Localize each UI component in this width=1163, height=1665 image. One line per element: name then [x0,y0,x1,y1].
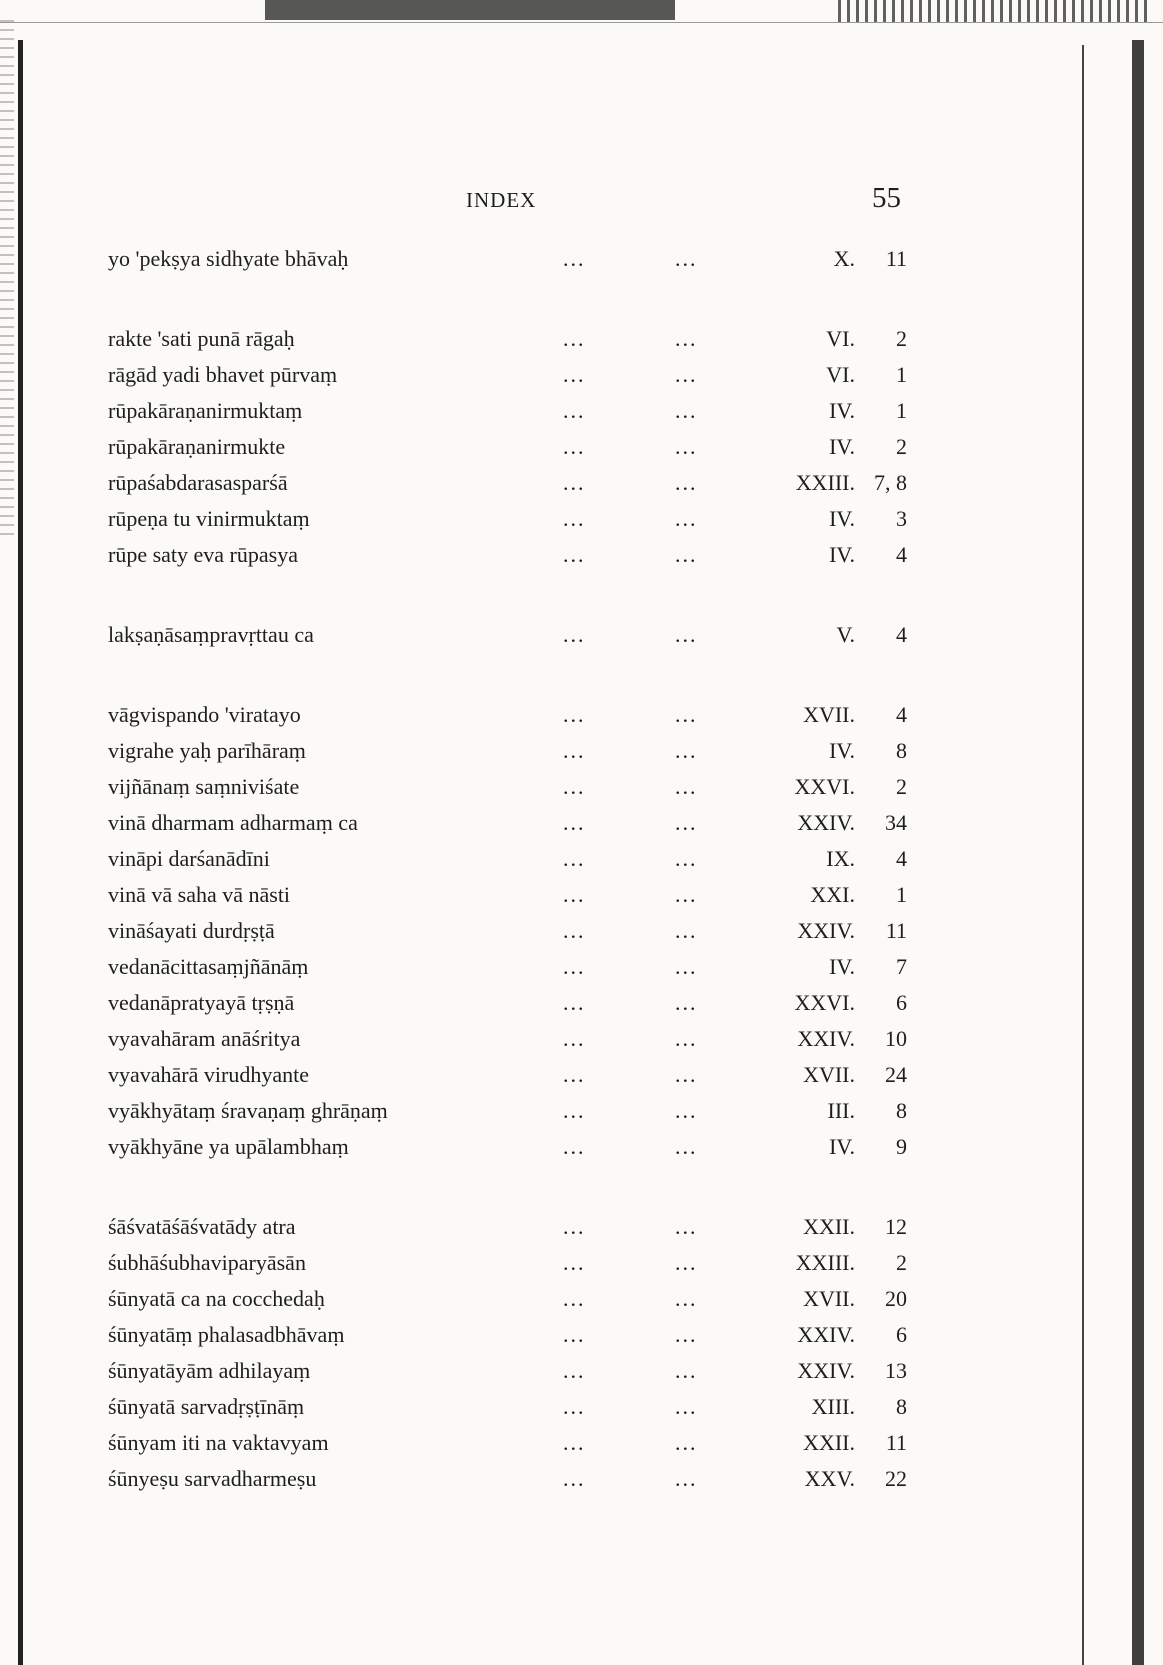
leader-dots: ... [563,1466,586,1491]
entry-verse: 7, 8 [874,470,907,495]
entry-term: vinā dharmam adharmaṃ ca [108,810,358,835]
leader-dots: ... [563,1214,586,1239]
index-entry [0,880,1163,916]
entry-verse: 1 [896,362,907,387]
leader-dots: ... [563,1250,586,1275]
entry-chapter: XXII. [803,1430,855,1455]
index-entry [0,1024,1163,1060]
entry-term: rāgād yadi bhavet pūrvaṃ [108,362,338,387]
entry-chapter: IV. [829,954,855,979]
leader-dots: ... [563,990,586,1015]
index-entry [0,952,1163,988]
index-entry [0,324,1163,360]
leader-dots: ... [563,1430,586,1455]
leader-dots: ... [563,1286,586,1311]
entry-verse: 12 [885,1214,907,1239]
leader-dots: ... [675,398,698,423]
entry-chapter: XVII. [803,1062,855,1087]
index-entry [0,772,1163,808]
entry-verse: 6 [896,990,907,1015]
entry-chapter: X. [833,246,855,271]
entry-chapter: XXIV. [797,918,855,943]
entry-term: vināśayati durdṛṣṭā [108,918,275,943]
leader-dots: ... [675,1358,698,1383]
index-entry [0,540,1163,576]
leader-dots: ... [675,954,698,979]
entry-term: lakṣaṇāsaṃpravṛttau ca [108,622,314,647]
index-entry [0,700,1163,736]
leader-dots: ... [563,506,586,531]
index-entry [0,1464,1163,1500]
entry-chapter: VI. [826,326,855,351]
entry-verse: 11 [885,246,907,271]
scan-band [838,0,1148,22]
index-entry [0,1284,1163,1320]
entry-verse: 4 [896,702,907,727]
entry-chapter: IV. [829,398,855,423]
leader-dots: ... [675,1286,698,1311]
entry-verse: 2 [896,326,907,351]
leader-dots: ... [675,506,698,531]
entry-verse: 10 [885,1026,907,1051]
index-entry [0,504,1163,540]
entry-term: vyavahārā virudhyante [108,1062,309,1087]
running-header [0,182,1163,222]
entry-chapter: IV. [829,434,855,459]
index-entry [0,1320,1163,1356]
leader-dots: ... [675,1466,698,1491]
entry-verse: 20 [885,1286,907,1311]
index-group [0,1212,1163,1500]
index-entry [0,1132,1163,1168]
index-entry [0,916,1163,952]
leader-dots: ... [675,918,698,943]
entry-chapter: IV. [829,542,855,567]
entry-verse: 2 [896,774,907,799]
entry-chapter: XXIV. [797,810,855,835]
entry-verse: 11 [885,918,907,943]
leader-dots: ... [563,362,586,387]
leader-dots: ... [675,1026,698,1051]
entry-verse: 13 [885,1358,907,1383]
entry-verse: 24 [885,1062,907,1087]
leader-dots: ... [675,882,698,907]
leader-dots: ... [675,846,698,871]
entry-term: vigrahe yaḥ parīhāraṃ [108,738,306,763]
leader-dots: ... [675,1214,698,1239]
scan-band [265,0,675,20]
leader-dots: ... [563,738,586,763]
leader-dots: ... [563,1134,586,1159]
entry-chapter: XXIV. [797,1322,855,1347]
leader-dots: ... [675,1430,698,1455]
entry-term: śūnyam iti na vaktavyam [108,1430,329,1455]
leader-dots: ... [563,1322,586,1347]
index-entry [0,1060,1163,1096]
leader-dots: ... [563,846,586,871]
leader-dots: ... [563,246,586,271]
entry-verse: 6 [896,1322,907,1347]
entry-chapter: IV. [829,738,855,763]
leader-dots: ... [675,1322,698,1347]
leader-dots: ... [675,990,698,1015]
leader-dots: ... [675,1098,698,1123]
entry-chapter: III. [827,1098,855,1123]
index-list [0,244,1163,1544]
index-entry [0,1248,1163,1284]
index-entry [0,244,1163,280]
entry-verse: 4 [896,846,907,871]
entry-term: rūpeṇa tu vinirmuktaṃ [108,506,310,531]
leader-dots: ... [563,1098,586,1123]
leader-dots: ... [563,918,586,943]
entry-chapter: XVII. [803,1286,855,1311]
index-entry [0,468,1163,504]
entry-chapter: XXVI. [794,990,855,1015]
index-entry [0,396,1163,432]
entry-verse: 8 [896,1098,907,1123]
leader-dots: ... [563,622,586,647]
index-entry [0,1428,1163,1464]
entry-term: rakte 'sati punā rāgaḥ [108,326,295,351]
leader-dots: ... [675,470,698,495]
entry-term: vyākhyātaṃ śravaṇaṃ ghrāṇaṃ [108,1098,388,1123]
entry-chapter: XXIV. [797,1358,855,1383]
entry-term: śūnyatāṃ phalasadbhāvaṃ [108,1322,345,1347]
leader-dots: ... [675,702,698,727]
entry-term: śūnyeṣu sarvadharmeṣu [108,1466,317,1491]
entry-chapter: IX. [826,846,855,871]
entry-chapter: IV. [829,506,855,531]
entry-chapter: XVII. [803,702,855,727]
entry-chapter: VI. [826,362,855,387]
leader-dots: ... [563,702,586,727]
entry-term: rūpakāraṇanirmukte [108,434,286,459]
entry-chapter: XXII. [803,1214,855,1239]
index-group [0,620,1163,656]
leader-dots: ... [675,1062,698,1087]
entry-term: rūpakāraṇanirmuktaṃ [108,398,303,423]
entry-term: śūnyatāyām adhilayaṃ [108,1358,311,1383]
index-group [0,700,1163,1168]
index-entry [0,360,1163,396]
leader-dots: ... [675,738,698,763]
index-entry [0,432,1163,468]
index-entry [0,1212,1163,1248]
index-entry [0,1392,1163,1428]
leader-dots: ... [675,434,698,459]
leader-dots: ... [563,1394,586,1419]
leader-dots: ... [563,1062,586,1087]
entry-verse: 22 [885,1466,907,1491]
entry-term: śūnyatā sarvadṛṣṭīnāṃ [108,1394,305,1419]
index-group [0,244,1163,280]
entry-verse: 11 [885,1430,907,1455]
entry-verse: 2 [896,1250,907,1275]
index-entry [0,808,1163,844]
entry-verse: 1 [896,398,907,423]
entry-verse: 3 [896,506,907,531]
leader-dots: ... [563,954,586,979]
leader-dots: ... [675,1134,698,1159]
leader-dots: ... [563,326,586,351]
index-entry [0,988,1163,1024]
entry-chapter: XXIII. [795,470,855,495]
leader-dots: ... [675,1394,698,1419]
entry-chapter: XXIII. [795,1250,855,1275]
entry-term: vedanāpratyayā tṛṣṇā [108,990,295,1015]
entry-chapter: XIII. [811,1394,855,1419]
entry-chapter: V. [836,622,855,647]
leader-dots: ... [675,326,698,351]
entry-term: vijñānaṃ saṃniviśate [108,774,300,799]
entry-chapter: XXI. [810,882,855,907]
entry-term: yo 'pekṣya sidhyate bhāvaḥ [108,246,349,271]
entry-term: vyavahāram anāśritya [108,1026,301,1051]
leader-dots: ... [563,434,586,459]
entry-term: vināpi darśanādīni [108,846,270,871]
leader-dots: ... [675,810,698,835]
entry-verse: 9 [896,1134,907,1159]
index-entry [0,736,1163,772]
entry-chapter: IV. [829,1134,855,1159]
entry-verse: 4 [896,622,907,647]
entry-term: vyākhyāne ya upālambhaṃ [108,1134,349,1159]
leader-dots: ... [563,882,586,907]
entry-chapter: XXVI. [794,774,855,799]
leader-dots: ... [675,1250,698,1275]
entry-term: vedanācittasaṃjñānāṃ [108,954,309,979]
leader-dots: ... [563,1358,586,1383]
entry-chapter: XXV. [804,1466,855,1491]
index-group [0,324,1163,576]
page-title: INDEX [466,188,537,212]
entry-verse: 34 [885,810,907,835]
entry-term: vāgvispando 'viratayo [108,702,301,727]
entry-term: vinā vā saha vā nāsti [108,882,291,907]
scan-top-artifact [0,0,1163,24]
leader-dots: ... [675,246,698,271]
leader-dots: ... [675,542,698,567]
entry-verse: 7 [896,954,907,979]
entry-term: śāśvatāśāśvatādy atra [108,1214,296,1239]
leader-dots: ... [563,398,586,423]
entry-verse: 2 [896,434,907,459]
leader-dots: ... [563,774,586,799]
leader-dots: ... [563,542,586,567]
leader-dots: ... [563,1026,586,1051]
leader-dots: ... [675,362,698,387]
index-entry [0,1096,1163,1132]
index-entry [0,844,1163,880]
entry-verse: 4 [896,542,907,567]
entry-term: śūnyatā ca na cocchedaḥ [108,1286,325,1311]
entry-verse: 8 [896,1394,907,1419]
scan-line [0,22,1163,23]
entry-verse: 1 [896,882,907,907]
page-number: 55 [872,182,901,214]
leader-dots: ... [563,470,586,495]
index-entry [0,620,1163,656]
entry-chapter: XXIV. [797,1026,855,1051]
index-entry [0,1356,1163,1392]
entry-term: rūpaśabdarasasparśā [108,470,288,495]
entry-term: rūpe saty eva rūpasya [108,542,298,567]
entry-verse: 8 [896,738,907,763]
leader-dots: ... [563,810,586,835]
leader-dots: ... [675,774,698,799]
entry-term: śubhāśubhaviparyāsān [108,1250,306,1275]
leader-dots: ... [675,622,698,647]
